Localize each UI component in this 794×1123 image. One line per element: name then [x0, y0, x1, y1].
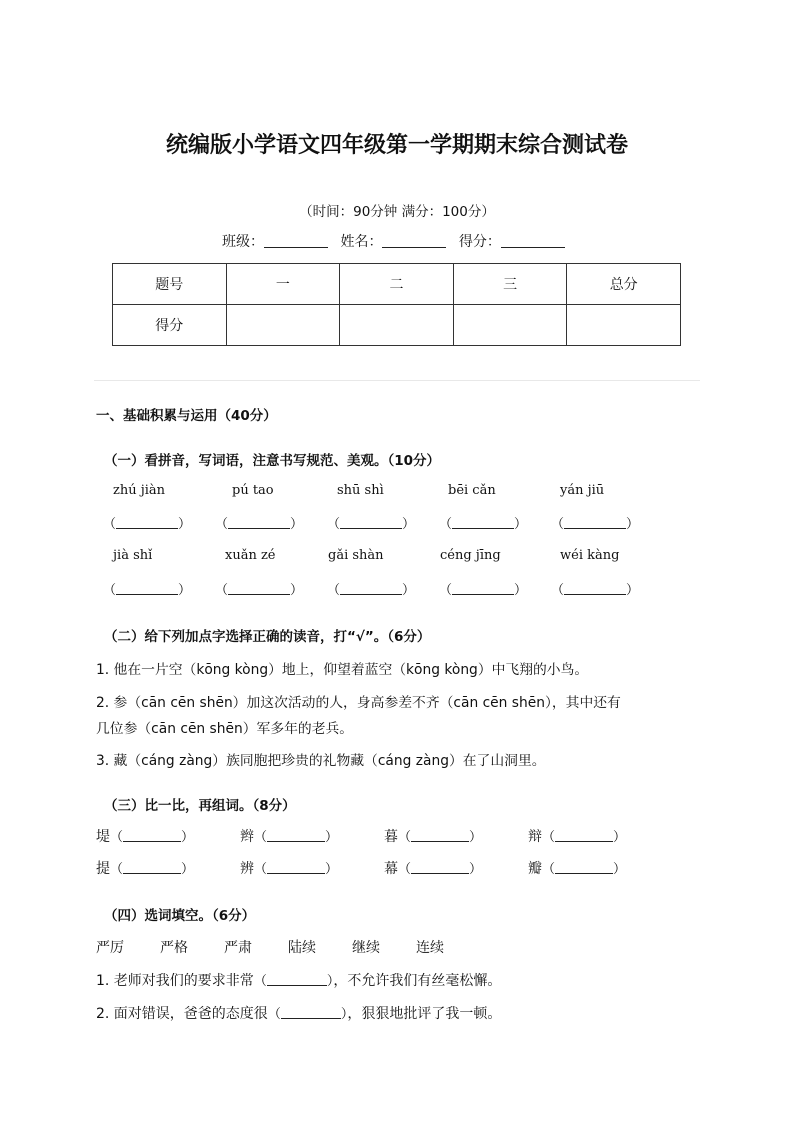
answer-box[interactable]: （ ）: [103, 517, 192, 532]
pinyin-prompt: bēi cǎn: [448, 483, 496, 498]
name-blank[interactable]: [382, 233, 446, 248]
score-entry-cell[interactable]: [340, 305, 454, 346]
sentence-text: 1. 老师对我们的要求非常: [96, 973, 254, 989]
pinyin-prompt: wéi kàng: [560, 548, 620, 563]
compare-item[interactable]: 堤（ ）: [96, 829, 195, 845]
compare-item[interactable]: 瓣（ ）: [528, 861, 627, 877]
score-entry-cell[interactable]: [226, 305, 340, 346]
pinyin-prompt: céng jīng: [440, 548, 501, 563]
name-label: 姓名：: [340, 234, 383, 250]
answer-box[interactable]: （ ）: [327, 517, 416, 532]
answer-box[interactable]: （ ）: [551, 517, 640, 532]
class-label: 班级：: [222, 234, 264, 250]
word-choice: 严肃: [224, 940, 252, 956]
answer-box[interactable]: （ ）: [327, 583, 416, 598]
score-table-cell: 得分: [113, 305, 227, 346]
fill-blank[interactable]: （ ）: [267, 1007, 348, 1022]
score-table-cell: 二: [340, 264, 454, 305]
compare-item[interactable]: 辫（ ）: [240, 829, 339, 845]
pinyin-prompt: pú tao: [232, 483, 274, 498]
sentence-text: ，狠狠地批评了我一顿。: [347, 1006, 502, 1022]
pinyin-prompt: jià shǐ: [113, 548, 153, 563]
fill-sentence: [96, 970, 501, 990]
compare-item[interactable]: 提（ ）: [96, 861, 195, 877]
answer-box[interactable]: （ ）: [103, 583, 192, 598]
pinyin-prompt: shū shì: [337, 483, 384, 498]
question-line: 3. 藏（cáng zàng）族同胞把珍贵的礼物藏（cáng zàng）在了山洞里。: [96, 753, 546, 769]
pinyin-prompt: gǎi shàn: [328, 548, 384, 563]
compare-char: 瓣: [528, 861, 542, 877]
pinyin-prompt: yán jiū: [560, 483, 605, 498]
compare-item[interactable]: 暮（ ）: [384, 829, 483, 845]
divider: [94, 380, 700, 381]
compare-char: 辨: [240, 861, 254, 877]
word-choice: 严厉: [96, 940, 124, 956]
answer-box[interactable]: （ ）: [551, 583, 640, 598]
section-heading: 一、基础积累与运用（40分）: [96, 408, 277, 424]
page-title: 统编版小学语文四年级第一学期期末综合测试卷: [165, 132, 628, 158]
score-table-score-row: [113, 305, 681, 346]
compare-item[interactable]: 辨（ ）: [240, 861, 339, 877]
answer-box[interactable]: （ ）: [439, 517, 528, 532]
compare-char: 堤: [96, 829, 110, 845]
part-heading: （一）看拼音，写词语，注意书写规范、美观。（10分）: [104, 453, 441, 469]
sentence-text: ，不允许我们有丝毫松懈。: [333, 973, 502, 989]
answer-box[interactable]: （ ）: [215, 583, 304, 598]
score-table-header-row: [113, 264, 681, 305]
compare-item[interactable]: 辩（ ）: [528, 829, 627, 845]
part-heading: （四）选词填空。（6分）: [104, 908, 256, 924]
score-entry-cell[interactable]: [453, 305, 567, 346]
fill-blank[interactable]: （ ）: [253, 974, 334, 989]
sentence-text: 2. 面对错误，爸爸的态度很: [96, 1006, 268, 1022]
fill-sentence: [96, 1003, 501, 1023]
pinyin-prompt: xuǎn zé: [225, 548, 276, 563]
word-choice: 连续: [416, 940, 444, 956]
compare-char: 暮: [384, 829, 398, 845]
compare-char: 提: [96, 861, 110, 877]
pinyin-prompt: zhú jiàn: [113, 483, 166, 498]
score-table-cell: 题号: [113, 264, 227, 305]
word-choice: 陆续: [288, 940, 316, 956]
compare-char: 幕: [384, 861, 398, 877]
question-line: 2. 参（cān cēn shēn）加这次活动的人，身高参差不齐（cān cēn shēn），其中还有: [96, 695, 621, 711]
student-info-line: [222, 231, 573, 251]
compare-char: 辩: [528, 829, 542, 845]
question-line: 几位参（cān cēn shēn）军多年的老兵。: [96, 721, 354, 737]
score-entry-cell[interactable]: [567, 305, 681, 346]
answer-box[interactable]: （ ）: [215, 517, 304, 532]
compare-char: 辫: [240, 829, 254, 845]
score-table-cell: 三: [453, 264, 567, 305]
score-table: [112, 263, 681, 346]
part-heading: （三）比一比，再组词。（8分）: [104, 798, 296, 814]
compare-item[interactable]: 幕（ ）: [384, 861, 483, 877]
answer-box[interactable]: （ ）: [439, 583, 528, 598]
word-choice: 继续: [352, 940, 380, 956]
word-choice: 严格: [160, 940, 188, 956]
score-table-cell: 总分: [567, 264, 681, 305]
score-blank[interactable]: [501, 233, 565, 248]
question-line: 1. 他在一片空（kōng kòng）地上，仰望着蓝空（kōng kòng）中飞翔的小鸟。: [96, 662, 589, 678]
exam-subtitle: （时间：90分钟 满分：100分）: [299, 204, 495, 220]
score-label: 得分：: [458, 234, 501, 250]
class-blank[interactable]: [264, 233, 328, 248]
part-heading: （二）给下列加点字选择正确的读音，打“√”。（6分）: [104, 629, 431, 645]
score-table-cell: 一: [226, 264, 340, 305]
